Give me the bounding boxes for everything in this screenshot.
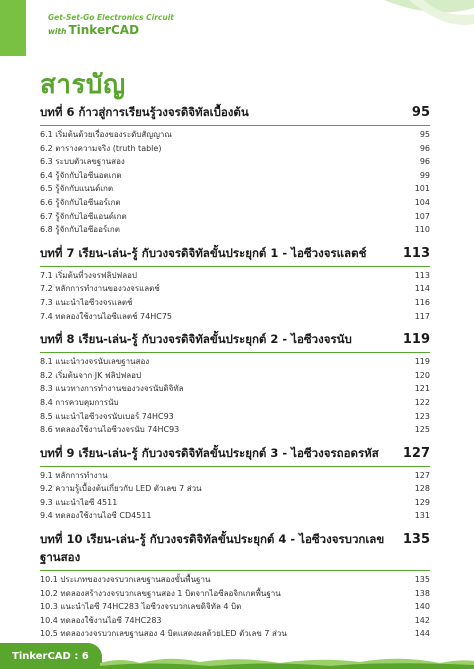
toc-item [40,128,430,142]
toc-item-page: 96 [419,143,430,153]
chapter-heading [40,331,430,353]
toc-item-label: 10.2 ทดลองสร้างวงจรบวกเลขฐานสอง 1 บิตจากไอซีลอจิกเกตพื้นฐาน [40,588,281,598]
toc-item [40,509,430,523]
toc-item [40,382,430,396]
toc-item-page: 110 [414,225,430,235]
toc-item [40,196,430,210]
toc-item-page: 117 [414,311,430,321]
toc-item [40,573,430,587]
toc-item-page: 135 [414,575,430,585]
page-title: สารบัญ [40,70,126,100]
toc-item-page: 101 [414,184,430,194]
toc-item [40,496,430,510]
toc-item-page: 129 [414,497,430,507]
chapter-section [40,445,430,523]
toc-item-label: 6.7 รู้จักกับไอซีแอนด์เกต [40,211,127,221]
chapter-title: บทที่ 6 ก้าวสู่การเรียนรู้วงจรดิจิทัลเบื้องต้น [40,105,249,119]
toc-item-label: 10.4 ทดลองใช้งานไอซี 74HC283 [40,615,162,625]
toc-item-label: 8.2 เริ่มต้นจาก JK ฟลิปฟลอป [40,370,142,380]
toc-item-label: 6.6 รู้จักกับไอซีนอร์เกต [40,197,121,207]
toc-item-label: 8.3 แนวทางการทำงานของวงจรนับดิจิทัล [40,384,184,394]
chapter-page: 127 [402,445,430,461]
brand-name-line [48,24,174,36]
toc-item-page: 123 [414,411,430,421]
table-of-contents [40,104,430,649]
toc-item-page: 95 [419,130,430,139]
toc-item-page: 144 [414,629,430,639]
toc-item-page: 116 [414,297,430,307]
footer [0,641,474,669]
toc-item-page: 142 [414,615,430,625]
toc-item-page: 119 [414,357,430,367]
toc-item-label: 6.2 ตารางความจริง (truth table) [40,143,162,153]
chapter-section [40,531,430,641]
toc-item-label: 8.4 การควบคุมการนับ [40,397,119,407]
toc-item-label: 8.1 แนะนำวงจรนับเลขฐานสอง [40,357,150,367]
toc-item [40,210,430,224]
toc-item [40,282,430,296]
chapter-title: บทที่ 7 เรียน-เล่น-รู้ กับวงจรดิจิทัลขั้นประยุกต์ 1 - ไอซีวงจรแลตช์ [40,245,367,260]
chapter-heading [40,245,430,267]
chapter-heading [40,104,430,126]
brand-logo [48,14,174,36]
toc-item [40,627,430,641]
toc-item [40,423,430,437]
chapter-heading [40,445,430,467]
chapter-section [40,245,430,323]
brand-subtitle: Get-Set-Go Electronics Circuit [48,13,174,22]
chapter-section [40,331,430,437]
toc-item-page: 128 [414,484,430,494]
toc-item-label: 10.3 แนะนำไอซี 74HC283 ไอซีวงจรบวกเลขดิจิทัล 4 บิต [40,602,242,612]
toc-item [40,410,430,424]
toc-item [40,169,430,183]
toc-item [40,469,430,483]
toc-item-page: 121 [414,384,430,394]
chapter-page: 95 [411,105,430,120]
toc-item [40,355,430,369]
chapter-title: บทที่ 9 เรียน-เล่น-รู้ กับวงจรดิจิทัลขั้นประยุกต์ 3 - ไอซีวงจรถอดรหัส [40,445,379,460]
chapter-title: บทที่ 10 เรียน-เล่น-รู้ กับวงจรดิจิทัลขั้นประยุกต์ 4 - ไอซีวงจรบวกเลขฐานสอง [40,532,385,565]
toc-item-label: 6.1 เริ่มต้นด้วยเรื่องของระดับสัญญาณ [40,130,172,139]
toc-item-page: 138 [414,588,430,598]
toc-item-page: 131 [414,511,430,521]
brand-with: with [48,26,67,36]
toc-item-label: 6.4 รู้จักกับไอซีนอตเกต [40,170,122,180]
chapter-section [40,104,430,237]
toc-item-page: 127 [414,470,430,480]
toc-item-page: 113 [414,270,430,280]
toc-item-label: 6.8 รู้จักกับไอซีออร์เกต [40,225,120,235]
toc-item-label: 9.3 แนะนำไอซี 4511 [40,497,118,507]
toc-item [40,614,430,628]
toc-item [40,223,430,237]
toc-item-page: 140 [414,602,430,612]
chapter-page: 135 [402,532,430,548]
toc-item [40,269,430,283]
toc-item [40,482,430,496]
toc-item [40,296,430,310]
toc-item-page: 104 [414,197,430,207]
toc-item-label: 7.4 ทดลองใช้งานไอซีแลตช์ 74HC75 [40,311,172,321]
toc-item-label: 6.3 ระบบตัวเลขฐานสอง [40,157,125,167]
toc-item [40,369,430,383]
toc-item-page: 114 [414,284,430,294]
toc-item-page: 125 [414,425,430,435]
toc-item [40,182,430,196]
chapter-page: 113 [402,245,430,261]
toc-item-page: 122 [414,397,430,407]
toc-item-label: 9.4 ทดลองใช้งานไอซี CD4511 [40,511,152,521]
toc-item-label: 9.2 ความรู้เบื้องต้นเกี่ยวกับ LED ตัวเลข 7 ส่วน [40,484,202,494]
chapter-title: บทที่ 8 เรียน-เล่น-รู้ กับวงจรดิจิทัลขั้นประยุกต์ 2 - ไอซีวงจรนับ [40,332,352,347]
brand-name: TinkerCAD [68,22,140,37]
toc-item-label: 10.1 ประเภทของวงจรบวกเลขฐานสองขั้นพื้นฐาน [40,575,211,585]
toc-item [40,310,430,324]
toc-item-label: 6.5 รู้จักกับแนนด์เกต [40,184,114,194]
toc-item [40,155,430,169]
brand-stripe [0,0,26,56]
header [0,0,474,56]
toc-item-page: 96 [419,157,430,167]
toc-item-page: 107 [414,211,430,221]
toc-item-page: 99 [419,170,430,180]
toc-item [40,396,430,410]
toc-item-label: 7.3 แนะนำไอซีวงจรแลตช์ [40,297,133,307]
toc-item-label: 7.2 หลักการทำงานของวงจรแลตช์ [40,284,160,294]
toc-item-label: 9.1 หลักการทำงาน [40,470,108,480]
footer-page-label: TinkerCAD : 6 [12,651,89,662]
toc-item-label: 10.5 ทดลองวงจรบวกเลขฐานสอง 4 บิตแสดงผลด้วยLED ตัวเลข 7 ส่วน [40,629,287,639]
toc-item [40,142,430,156]
leaf-decoration [314,0,474,56]
toc-item [40,600,430,614]
chapter-page: 119 [402,332,430,348]
toc-item-label: 8.6 ทดลองใช้งานไอซีวงจรนับ 74HC93 [40,425,180,435]
toc-item [40,587,430,601]
toc-item-label: 7.1 เริ่มต้นที่วงจรฟลิปฟลอป [40,270,137,280]
toc-item-label: 8.5 แนะนำไอซีวงจรนับเบอร์ 74HC93 [40,411,174,421]
toc-item-page: 120 [414,370,430,380]
grass-decoration [100,655,474,669]
chapter-heading [40,531,430,571]
